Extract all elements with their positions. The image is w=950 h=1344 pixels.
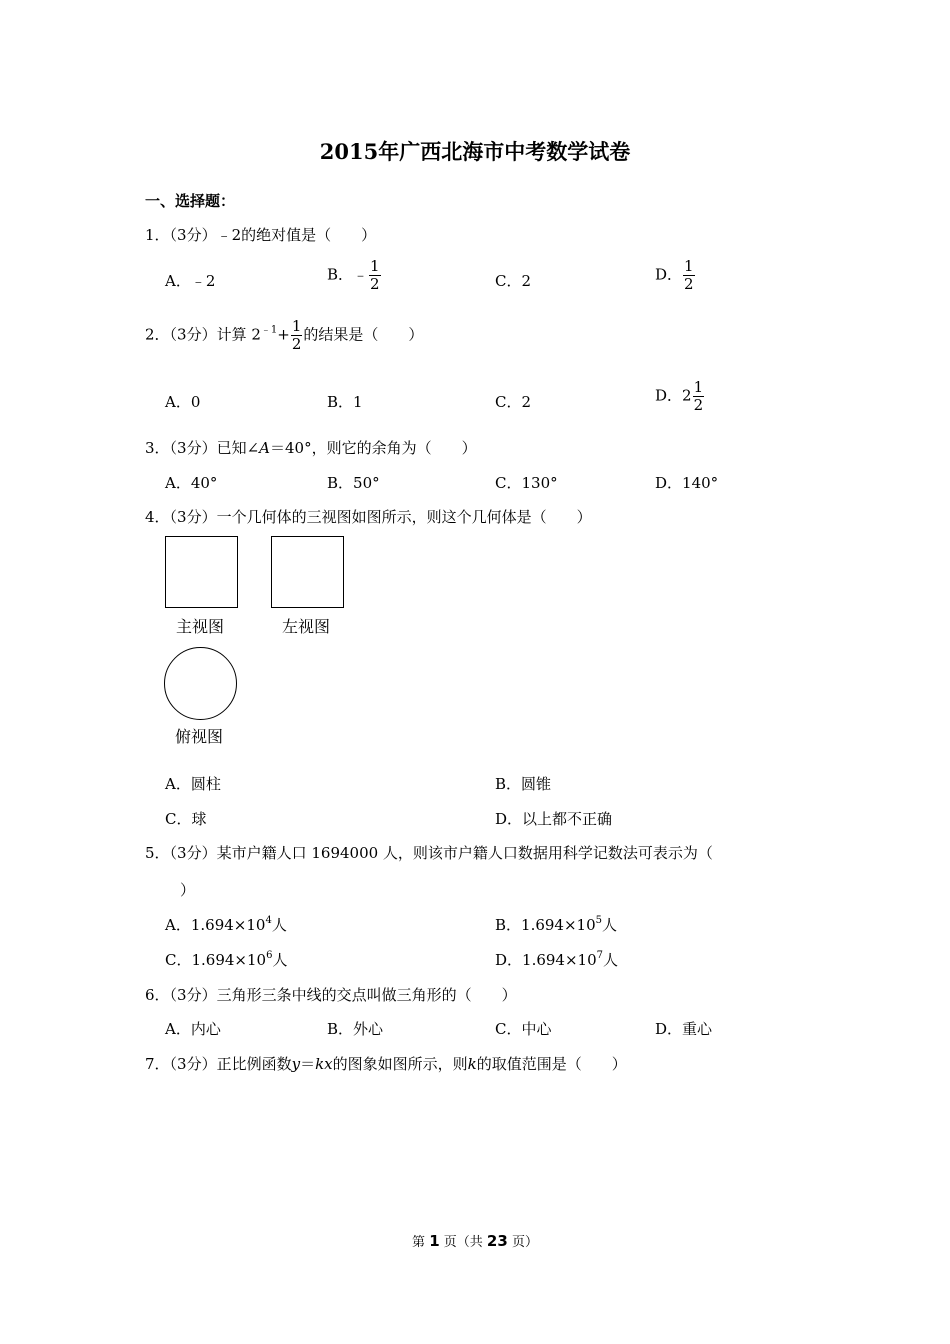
- fraction: $\frac{1}{2}$: [684, 257, 694, 293]
- question-6-stem: 6．（3分）三角形三条中线的交点叫做三角形的（ ）: [145, 986, 517, 1004]
- q1-option-a: A．﹣2: [165, 272, 216, 290]
- q3-option-a: A．40°: [165, 474, 218, 492]
- q2-option-d: D．2 $\frac{1}{2}$: [655, 378, 704, 414]
- question-3-stem: 3．（3分）已知∠A＝40°，则它的余角为（ ）: [145, 439, 477, 457]
- q6-option-c: C．中心: [495, 1020, 552, 1038]
- q3-option-c: C．130°: [495, 474, 558, 492]
- question-1-stem: 1．（3分）﹣2的绝对值是（ ）: [145, 226, 377, 244]
- fraction: $\frac{1}{2}$: [291, 317, 302, 353]
- q3-option-b: B．50°: [327, 474, 380, 492]
- top-view-label: 俯视图: [175, 727, 224, 746]
- q4-option-c: C．球: [165, 810, 207, 828]
- q6-option-b: B．外心: [327, 1020, 384, 1038]
- page-footer: 第 1 页（共 23 页）: [412, 1232, 538, 1250]
- q5-option-a: A．$1.694\times 10^4$人: [165, 915, 287, 934]
- question-5-stem-line2: ）: [180, 881, 196, 899]
- top-view-circle: [164, 647, 237, 720]
- q3-option-d: D．140°: [655, 474, 719, 492]
- front-view-square: [165, 536, 238, 608]
- q1-option-b: B．﹣ $\frac{1}{2}$: [327, 257, 380, 293]
- left-view-square: [271, 536, 344, 608]
- q4-option-a: A．圆柱: [165, 775, 221, 793]
- q1-option-c: C．2: [495, 272, 532, 290]
- q5-option-b: B．$1.694\times 10^5$人: [495, 915, 618, 934]
- q6-option-d: D．重心: [655, 1020, 713, 1038]
- question-5-stem-line1: 5．（3分）某市户籍人口 1694000 人，则该市户籍人口数据用科学记数法可表示为（: [145, 844, 713, 862]
- q2-option-c: C．2: [495, 393, 532, 411]
- q2-option-a: A．0: [165, 393, 201, 411]
- q2-option-b: B．1: [327, 393, 363, 411]
- q5-option-d: D．$1.694\times 10^7$人: [495, 950, 619, 969]
- q5-option-c: C．$1.694\times 10^6$人: [165, 950, 288, 969]
- question-2-stem: 2．（3分）计算 $2^{﹣1}+$ $\frac{1}{2}$ 的结果是（ ）: [145, 317, 424, 353]
- page-title: 2015年广西北海市中考数学试卷: [319, 139, 631, 164]
- question-4-stem: 4．（3分）一个几何体的三视图如图所示，则这个几何体是（ ）: [145, 508, 592, 526]
- q4-option-b: B．圆锥: [495, 775, 552, 793]
- q4-option-d: D．以上都不正确: [495, 810, 613, 828]
- fraction: $\frac{1}{2}$: [370, 257, 380, 293]
- fraction: $\frac{1}{2}$: [693, 378, 704, 414]
- q1-option-d: D． $\frac{1}{2}$: [655, 257, 694, 293]
- q6-option-a: A．内心: [165, 1020, 221, 1038]
- section-heading: 一、选择题：: [145, 192, 236, 210]
- front-view-label: 主视图: [176, 617, 225, 636]
- question-7-stem: 7．（3分）正比例函数y＝kx的图象如图所示，则k的取值范围是（ ）: [145, 1055, 627, 1073]
- left-view-label: 左视图: [282, 617, 331, 636]
